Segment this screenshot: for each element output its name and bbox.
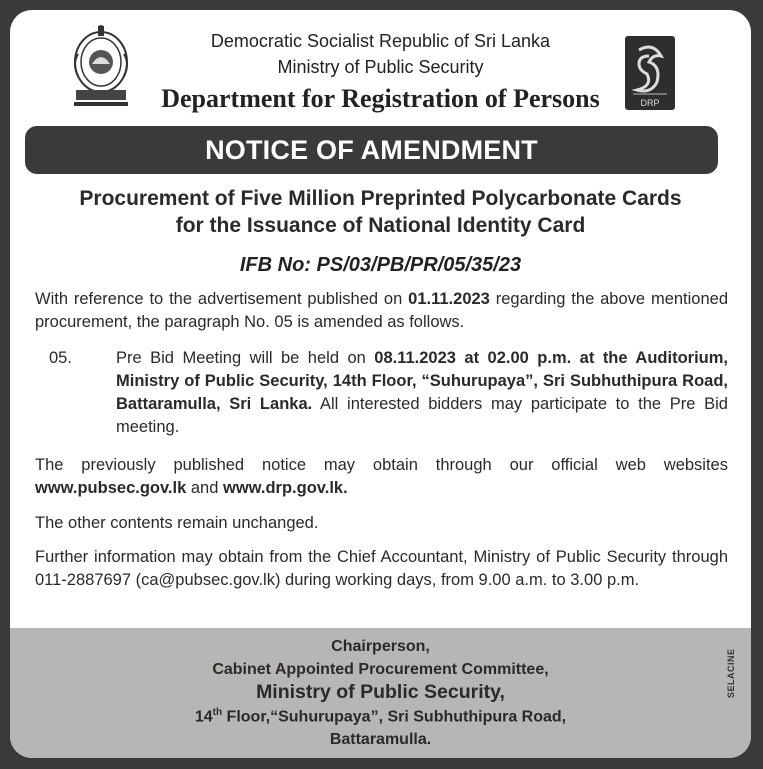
header-ministry: Ministry of Public Security [277, 57, 484, 77]
drp-website-link[interactable]: www.drp.gov.lk. [222, 479, 348, 497]
paragraph-reference [35, 288, 728, 334]
footer-committee: Cabinet Appointed Procurement Committee, [212, 661, 549, 678]
footer-address-rest: Floor,“Suhurupaya”, Sri Subhuthipura Road, [222, 708, 567, 726]
para2-text: The previously published notice may obtain through our official web websites [35, 456, 728, 474]
advertisement-date: 01.11.2023 [408, 290, 490, 308]
title-line-2: for the Issuance of National Identity Card [175, 214, 586, 237]
item-meeting-details: 08.11.2023 at 02.00 p.m. at the Auditorium, Ministry of Public Security, 14th Floor, “Suhurupaya”, Sri Subhuthipura Road, Battaramulla, Sri Lanka. [116, 349, 728, 413]
paragraph-unchanged: The other contents remain unchanged. [35, 514, 319, 532]
drp-logo-text: DRP [640, 98, 660, 108]
footer-ministry: Ministry of Public Security, [256, 681, 505, 703]
paragraph-websites [35, 454, 728, 500]
amended-item [49, 347, 728, 439]
procurement-title [10, 185, 751, 239]
item-text-b: All interested bidders may participate to the Pre Bid meeting. [116, 395, 728, 436]
header-country: Democratic Socialist Republic of Sri Lanka [210, 31, 551, 51]
footer-city: Battaramulla. [329, 731, 432, 748]
footer-signature [10, 628, 751, 758]
item-text-a: Pre Bid Meeting will be held on [116, 349, 375, 367]
item-number: 05. [49, 349, 72, 367]
drp-logo-icon [625, 36, 675, 110]
para1-text-b: regarding the above mentioned procurement, the paragraph No. 05 is amended as follows. [35, 290, 729, 331]
pubsec-website-link[interactable]: www.pubsec.gov.lk [35, 479, 187, 497]
footer-address [10, 707, 751, 726]
para1-text-a: With reference to the advertisement published on [35, 290, 409, 308]
footer-floor-suffix: th [212, 707, 223, 718]
agency-mark: SELACINE [726, 648, 736, 698]
paragraph-contact: Further information may obtain from the Chief Accountant, Ministry of Public Security through 011-2887697 (ca@pubsec.gov.lk) during working days, from 9.00 a.m. to 3.00 p.m. [35, 548, 728, 589]
notice-page [10, 10, 751, 758]
header-department: Department for Registration of Persons [161, 84, 600, 113]
ifb-number: IFB No: PS/03/PB/PR/05/35/23 [239, 254, 522, 276]
footer-chairperson: Chairperson, [331, 638, 430, 655]
footer-floor-number: 14 [194, 708, 213, 726]
para2-and: and [186, 479, 223, 497]
header [10, 10, 751, 122]
notice-banner: NOTICE OF AMENDMENT [25, 126, 718, 174]
title-line-1: Procurement of Five Million Preprinted Polycarbonate Cards [79, 187, 682, 210]
